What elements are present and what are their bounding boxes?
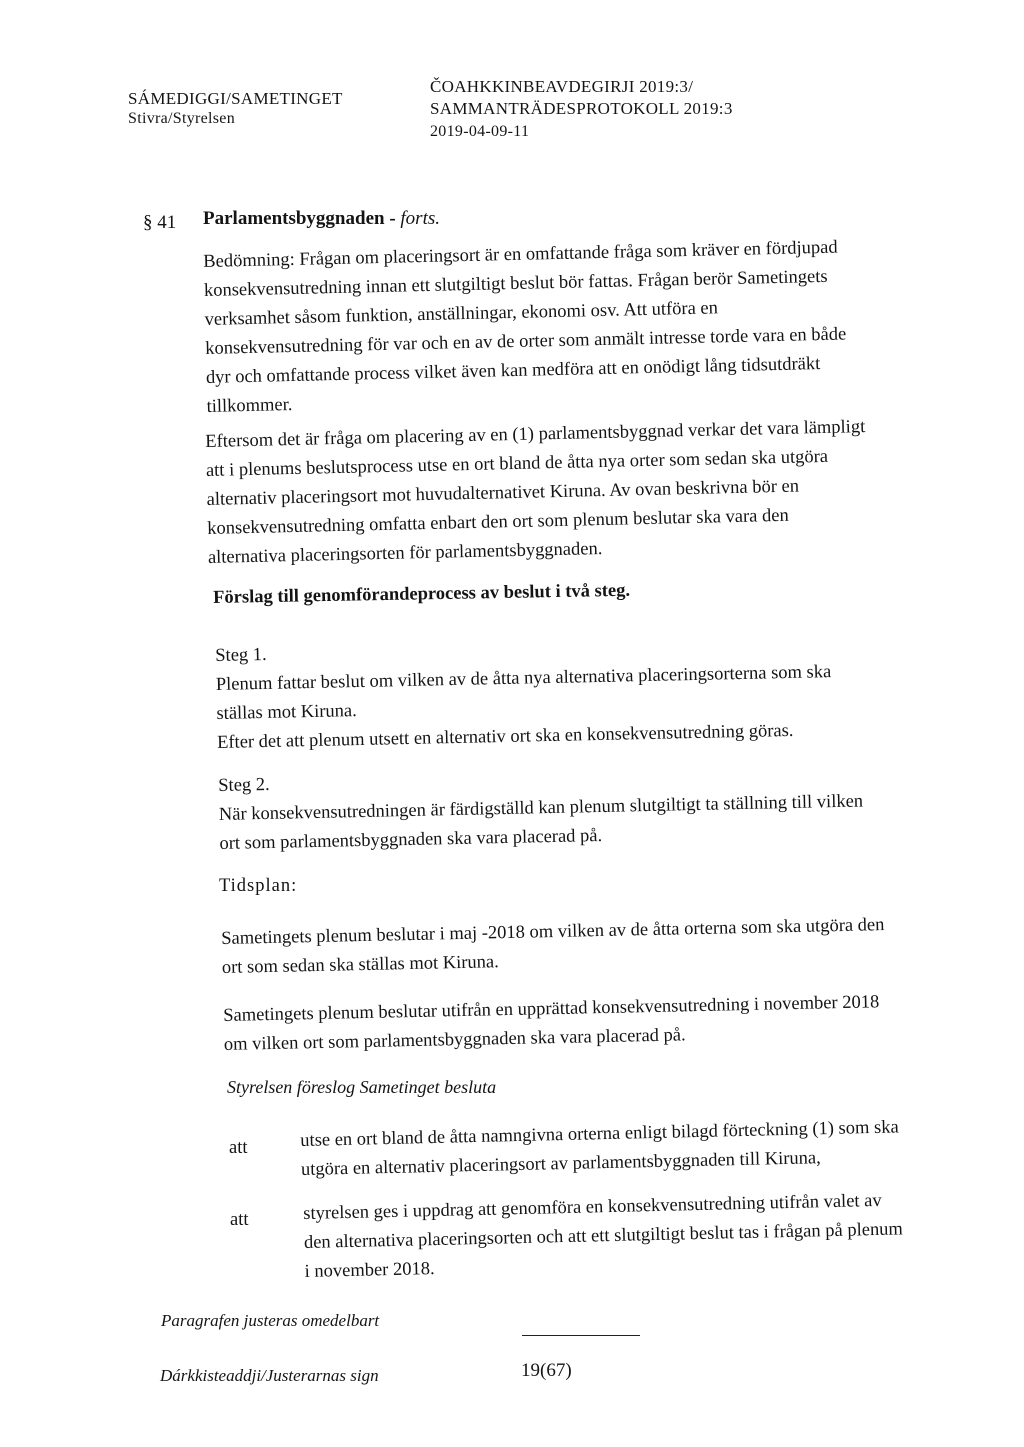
section-number: § 41 <box>143 212 177 233</box>
signature-rule <box>522 1335 640 1336</box>
text-line: ställas mot Kiruna. <box>216 701 357 724</box>
doc-date: 2019-04-09-11 <box>430 123 530 140</box>
att-label: att <box>229 1138 248 1158</box>
reasoning-paragraph <box>205 413 868 573</box>
att-label: att <box>230 1210 249 1230</box>
text-line: konsekvensutredning för var och en av de orter som anmält intresse torde vara en både <box>205 324 847 359</box>
doc-title-swedish: SAMMANTRÄDESPROTOKOLL 2019:3 <box>430 99 733 118</box>
text-line: utgöra en alternativ placeringsort av parlamentsbyggnaden till Kiruna, <box>300 1148 821 1180</box>
signature-label: Dárkkisteaddji/Justerarnas sign <box>160 1366 379 1385</box>
text-line: Efter det att plenum utsett en alternativ ort ska en konsekvensutredning göras. <box>216 720 794 753</box>
assessment-paragraph <box>203 233 848 422</box>
timeline-item-2 <box>223 988 880 1060</box>
section-title <box>203 208 440 230</box>
text-line: att i plenums beslutsprocess utse en ort bland de åtta nya orter som sedan ska utgöra <box>205 446 829 481</box>
step-label: Steg 1. <box>215 644 267 666</box>
org-name: SÁMEDIGGI/SAMETINGET <box>128 89 343 108</box>
proposal-heading: Förslag till genomförandeprocess av beslut i två steg. <box>213 580 631 608</box>
text-line: När konsekvensutredningen är färdigställd kan plenum slutgiltigt ta ställning till vilken <box>218 791 864 825</box>
decision-2 <box>303 1186 904 1287</box>
step-2 <box>218 759 864 859</box>
text-line: dyr och omfattande process vilket även kan medföra att en onödigt lång tidsutdräkt <box>205 354 821 388</box>
text-line: utse en ort bland de åtta namngivna orterna enligt bilagd förteckning (1) som ska <box>300 1117 899 1151</box>
text-line: alternativ placeringsort mot huvudalternativet Kiruna. Av ovan beskrivna bör en <box>206 476 800 510</box>
text-line: Plenum fattar beslut om vilken av de åtta nya alternativa placeringsorterna som ska <box>215 662 832 695</box>
step-1 <box>215 629 833 758</box>
text-line: konsekvensutredning omfatta enbart den ort som plenum beslutar ska vara den <box>207 505 789 539</box>
page-number: 19(67) <box>521 1360 572 1381</box>
text-line: Bedömning: Frågan om placeringsort är en omfattande fråga som kräver en fördjupad <box>203 237 838 272</box>
decision-1 <box>300 1113 900 1185</box>
text-line: styrelsen ges i uppdrag att genomföra en konsekvensutredning utifrån valet av <box>303 1190 882 1224</box>
step-label: Steg 2. <box>218 774 270 796</box>
section-title-text: Parlamentsbyggnaden - <box>203 208 396 229</box>
timeline-heading: Tidsplan: <box>219 876 298 896</box>
text-line: verksamhet såsom funktion, anställningar, ekonomi osv. Att utföra en <box>204 298 719 330</box>
section-title-suffix: forts. <box>400 208 441 229</box>
text-line: den alternativa placeringsorten och att ett slutgiltigt beslut tas i frågan på plenum <box>303 1219 904 1253</box>
timeline-item-1 <box>221 911 885 983</box>
text-line: i november 2018. <box>304 1259 435 1282</box>
text-line: Sametingets plenum beslutar i maj -2018 om vilken av de åtta orterna som ska utgöra den <box>221 915 885 949</box>
text-line: alternativa placeringsorten för parlamentsbyggnaden. <box>207 539 603 568</box>
text-line: ort som parlamentsbyggnaden ska vara placerad på. <box>219 825 603 854</box>
paragraph-approval-note: Paragrafen justeras omedelbart <box>161 1311 380 1330</box>
text-line: om vilken ort som parlamentsbyggnaden ska vara placerad på. <box>223 1025 686 1055</box>
doc-title-sami: ČOAHKKINBEAVDEGIRJI 2019:3/ <box>430 77 694 96</box>
text-line: Sametingets plenum beslutar utifrån en upprättad konsekvensutredning i november 2018 <box>223 992 880 1026</box>
text-line: konsekvensutredning innan ett slutgiltigt beslut bör fattas. Frågan berör Sametingets <box>203 266 828 301</box>
text-line: tillkommer. <box>206 395 293 417</box>
text-line: ort som sedan ska ställas mot Kiruna. <box>221 952 500 978</box>
board-proposal-intro: Styrelsen föreslog Sametinget besluta <box>227 1077 497 1097</box>
org-unit: Stivra/Styrelsen <box>128 110 236 127</box>
text-line: Eftersom det är fråga om placering av en (1) parlamentsbyggnad verkar det vara lämpligt <box>205 417 866 452</box>
